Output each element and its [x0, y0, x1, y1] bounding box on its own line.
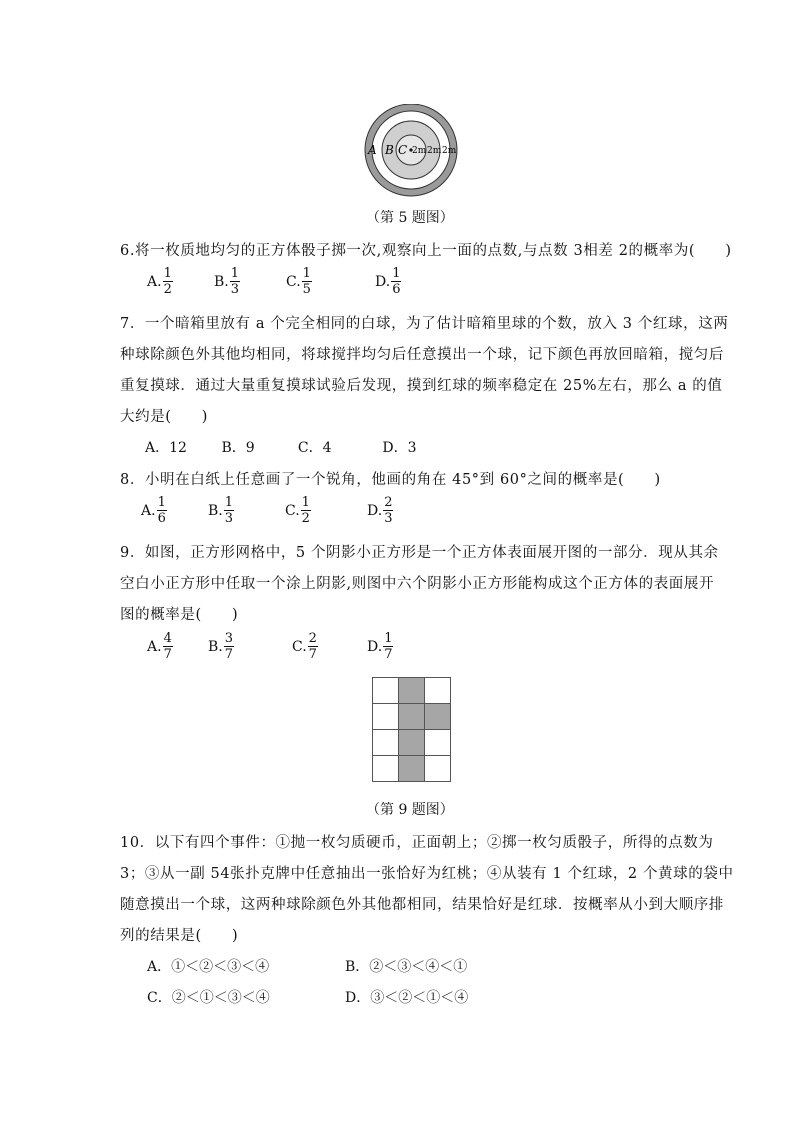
q6-option-b-label: B. [214, 273, 229, 290]
q7-line-4: 大约是( ) [120, 409, 209, 425]
q6-text: 6.将一枚质地均匀的正方体骰子掷一次,观察向上一面的点数,与点数 3相差 2的概率为( ) [120, 243, 732, 259]
grid-cell [425, 756, 451, 782]
q7-line-3: 重复摸球．通过大量重复摸球试验后发现，摸到红球的频率稳定在 25%左右，那么 a 的值 [120, 378, 723, 394]
q6-option-d[interactable] [375, 266, 401, 297]
width-label-1: 2m [412, 146, 427, 156]
figure5-caption: （第 5 题图） [366, 210, 454, 226]
target-figure [362, 104, 462, 198]
grid-cell-shaded [399, 678, 425, 704]
q10-line-1: 10．以下有四个事件：①抛一枚匀质硬币，正面朝上；②掷一枚匀质骰子，所得的点数为 [120, 835, 714, 851]
q7-line-2: 种球除颜色外其他均相同，将球搅拌均匀后任意摸出一个球，记下颜色再放回暗箱，搅匀后 [120, 347, 724, 363]
q7-option-d[interactable]: D．3 [382, 440, 417, 456]
ring-label-c: C [398, 143, 408, 157]
q6-option-c-label: C. [286, 273, 301, 290]
q8-option-c-label: C. [285, 502, 300, 519]
q10-option-c[interactable]: C．②＜①＜③＜④ [147, 990, 270, 1006]
grid-cell [373, 730, 399, 756]
q6-option-a-fraction: $\frac{1}{2}$ [163, 266, 172, 297]
grid-cell-shaded [399, 756, 425, 782]
q9-option-c-fraction: $\frac{2}{7}$ [308, 631, 317, 662]
q6-option-c[interactable] [286, 266, 312, 297]
q9-option-b-fraction: $\frac{3}{7}$ [224, 631, 234, 662]
q9-line-2: 空白小正方形中任取一个涂上阴影,则图中六个阴影小正方形能构成这个正方体的表面展开 [120, 576, 715, 592]
q8-option-b-label: B. [208, 502, 223, 519]
q7-line-1: 7．一个暗箱里放有 a 个完全相同的白球，为了估计暗箱里球的个数，放入 3 个红球，这两 [120, 316, 729, 332]
q10-line-4: 列的结果是( ) [120, 928, 239, 944]
q8-option-a-fraction: $\frac{1}{6}$ [157, 495, 166, 526]
grid-cell [373, 756, 399, 782]
q8-option-d-label: D. [367, 502, 383, 519]
q6-option-c-fraction: $\frac{1}{5}$ [302, 266, 311, 297]
q6-option-b[interactable] [214, 266, 240, 297]
grid-cell [373, 704, 399, 730]
q8-text: 8．小明在白纸上任意画了一个锐角，他画的角在 45°到 60°之间的概率是( ) [120, 472, 661, 488]
q6-option-a-label: A. [147, 273, 162, 290]
q9-option-a-label: A. [147, 638, 162, 655]
grid-cell [425, 678, 451, 704]
q9-option-c[interactable] [292, 631, 318, 662]
q10-line-3: 随意摸出一个球，这两种球除颜色外其他都相同，结果恰好是红球．按概率从小到大顺序排 [120, 897, 724, 913]
q6-option-b-fraction: $\frac{1}{3}$ [230, 266, 240, 297]
q8-option-c[interactable] [285, 495, 311, 526]
q10-line-2: 3；③从一副 54张扑克牌中任意抽出一张恰好为红桃；④从装有 1 个红球，2 个黄球的袋中 [120, 866, 734, 882]
width-label-3: 2m [442, 146, 457, 156]
q6-option-d-label: D. [375, 273, 391, 290]
q8-option-c-fraction: $\frac{1}{2}$ [301, 495, 310, 526]
q10-option-b[interactable]: B．②＜③＜④＜① [345, 959, 468, 975]
q10-option-d[interactable]: D．③＜②＜①＜④ [345, 990, 469, 1006]
q8-option-d-fraction: $\frac{2}{3}$ [384, 495, 393, 526]
ring-label-b: B [385, 143, 394, 157]
q9-line-3: 图的概率是( ) [120, 607, 239, 623]
square-grid-figure [372, 677, 451, 782]
width-label-2: 2m [427, 146, 442, 156]
grid-cell-shaded [399, 704, 425, 730]
ring-label-a: A [368, 143, 377, 157]
q7-option-c[interactable]: C．4 [297, 440, 332, 456]
q10-option-a[interactable]: A．①＜②＜③＜④ [147, 959, 270, 975]
q8-option-a-label: A. [141, 502, 156, 519]
q8-option-d[interactable] [367, 495, 393, 526]
q7-options [145, 437, 417, 457]
q9-option-d-label: D. [367, 638, 383, 655]
q9-option-c-label: C. [292, 638, 307, 655]
grid-cell [373, 678, 399, 704]
q8-option-b-fraction: $\frac{1}{3}$ [224, 495, 234, 526]
q9-option-a[interactable] [147, 631, 173, 662]
q7-option-a[interactable]: A．12 [145, 440, 187, 456]
grid-cell [425, 730, 451, 756]
q8-option-b[interactable] [208, 495, 234, 526]
q9-option-d-fraction: $\frac{1}{7}$ [384, 631, 393, 662]
q6-option-a[interactable] [147, 266, 173, 297]
q8-option-a[interactable] [141, 495, 167, 526]
q9-option-a-fraction: $\frac{4}{7}$ [163, 631, 172, 662]
q7-option-b[interactable]: B．9 [221, 440, 255, 456]
q6-option-d-fraction: $\frac{1}{6}$ [392, 266, 401, 297]
grid-cell-shaded [399, 730, 425, 756]
figure9-caption: （第 9 题图） [366, 802, 454, 818]
q9-option-b-label: B. [208, 638, 223, 655]
grid-cell-shaded [425, 704, 451, 730]
q9-option-d[interactable] [367, 631, 393, 662]
q9-option-b[interactable] [208, 631, 234, 662]
q9-line-1: 9．如图，正方形网格中，5 个阴影小正方形是一个正方体表面展开图的一部分．现从其余 [120, 545, 719, 561]
